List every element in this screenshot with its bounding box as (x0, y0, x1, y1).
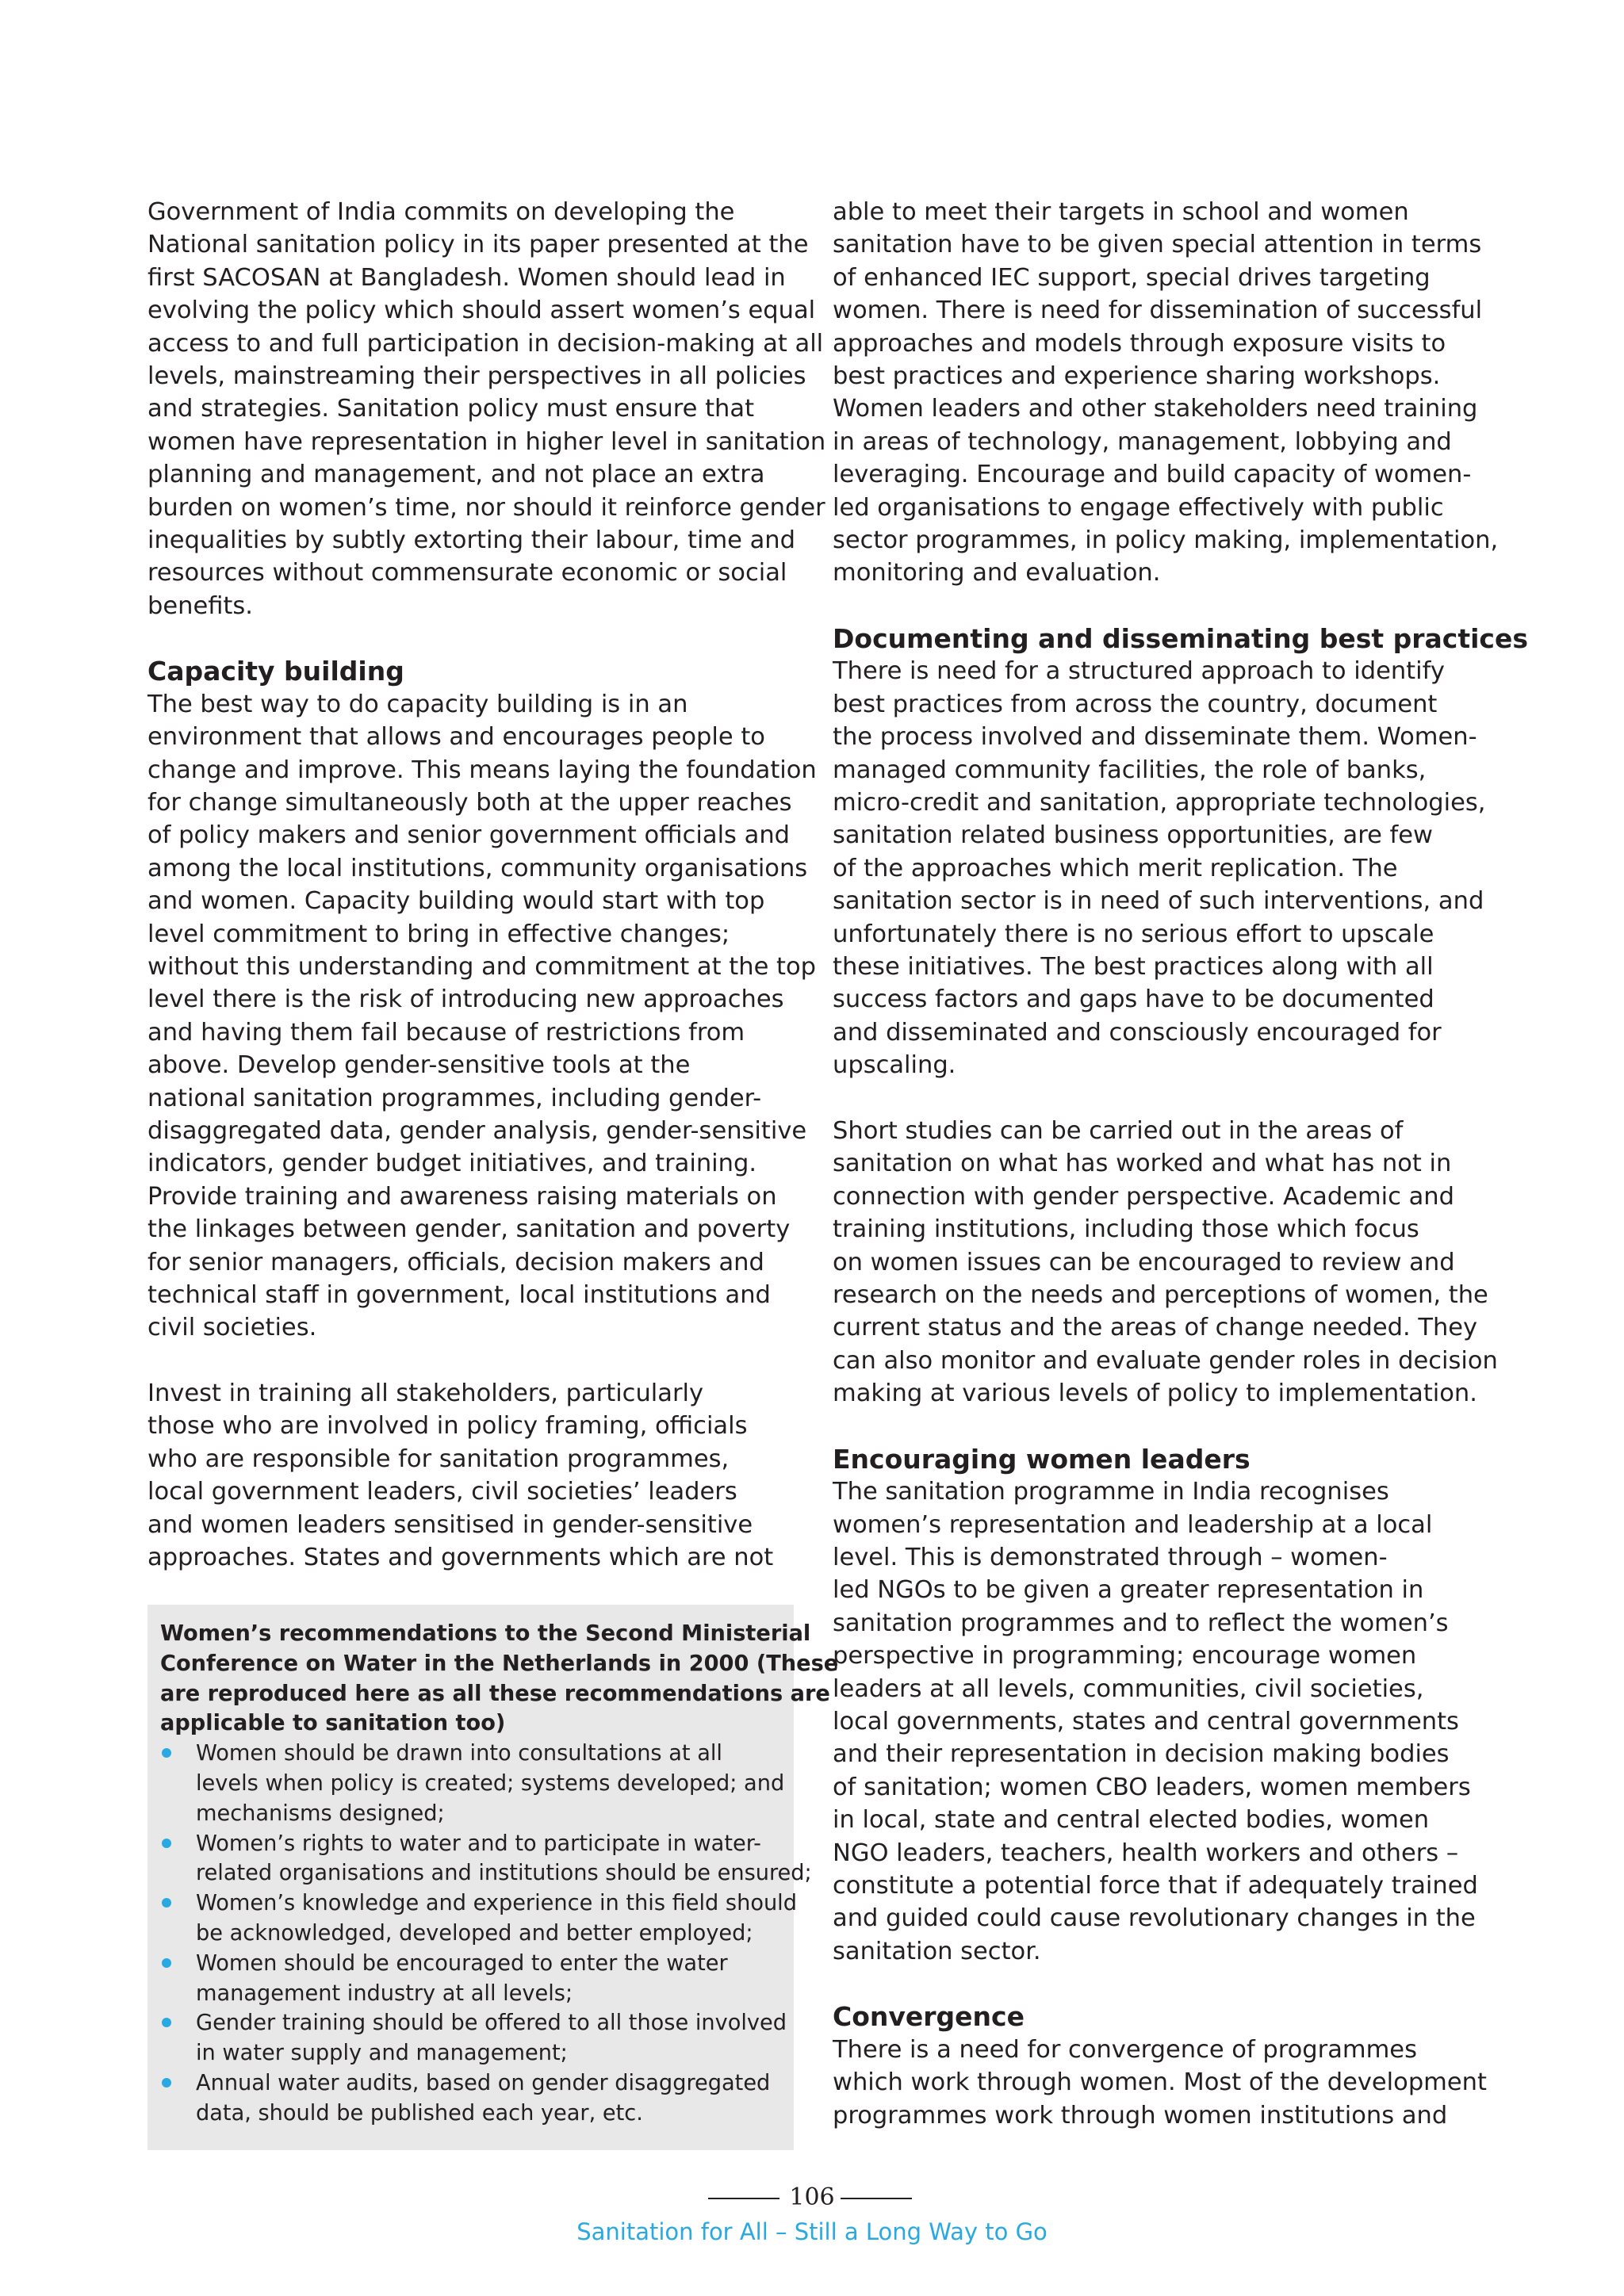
text-line: local government leaders, civil societies’ leaders (147, 1478, 737, 1506)
text-line: sanitation on what has worked and what has not in (833, 1150, 1452, 1178)
text-line: monitoring and evaluation. (833, 559, 1161, 587)
footer-rule-left (708, 2198, 779, 2199)
text-line: of the approaches which merit replication. The (833, 854, 1398, 882)
text-line: Invest in training all stakeholders, particularly (147, 1380, 704, 1408)
text-line: connection with gender perspective. Academic and (833, 1182, 1454, 1211)
text-line: best practices and experience sharing workshops. (833, 362, 1441, 390)
left-column (147, 196, 826, 1574)
text-line: national sanitation programmes, including gender- (147, 1084, 762, 1112)
convergence-heading: Convergence (833, 2001, 1025, 2033)
box-title (160, 1619, 839, 1739)
text-line: and women. Capacity building would start with top (147, 887, 765, 916)
box-title-line: are reproduced here as all these recommendations are (160, 1681, 830, 1706)
footer-rule-right (841, 2198, 912, 2199)
text-line: and having them fail because of restrictions from (147, 1018, 745, 1047)
text-line: women’s representation and leadership at a local (833, 1510, 1433, 1539)
text-line: of sanitation; women CBO leaders, women members (833, 1773, 1471, 1801)
intro-paragraph (147, 196, 826, 622)
bullet-icon (162, 1898, 171, 1908)
text-line: on women issues can be encouraged to review and (833, 1248, 1455, 1276)
text-line: unfortunately there is no serious effort to upscale (833, 920, 1434, 948)
list-item (160, 1888, 797, 1949)
text-line: for change simultaneously both at the upper reaches (147, 789, 792, 817)
text-line: Women leaders and other stakeholders need training (833, 395, 1478, 423)
list-item-line: Women’s knowledge and experience in this field should (196, 1891, 797, 1916)
text-line: sanitation sector is in need of such interventions, and (833, 887, 1484, 916)
text-line: access to and full participation in decision-making at all (147, 329, 824, 358)
text-line: approaches. States and governments which are not (147, 1544, 774, 1572)
paragraph-spacer (833, 1968, 1491, 2000)
list-item-line: Women should be drawn into consultations at all (196, 1741, 722, 1766)
text-line: in local, state and central elected bodies, women (833, 1806, 1430, 1835)
text-line: environment that allows and encourages people to (147, 723, 765, 752)
text-line: these initiatives. The best practices along with all (833, 952, 1434, 981)
paragraph-spacer (833, 1082, 1491, 1115)
text-line: the linkages between gender, sanitation and poverty (147, 1215, 791, 1244)
text-line: sanitation related business opportunities, are few (833, 821, 1433, 850)
text-line: research on the needs and perceptions of women, the (833, 1280, 1488, 1309)
text-line: sanitation programmes and to reflect the women’s (833, 1609, 1449, 1637)
text-line: benefits. (147, 591, 253, 620)
text-line: leaders at all levels, communities, civil societies, (833, 1674, 1424, 1703)
text-line: There is need for a structured approach to identify (833, 657, 1445, 686)
list-item (160, 1829, 812, 1889)
text-line: leveraging. Encourage and build capacity of women- (833, 461, 1472, 489)
text-line: and disseminated and consciously encouraged for (833, 1018, 1442, 1047)
text-line: burden on women’s time, nor should it reinforce gender (147, 493, 825, 522)
text-line: led organisations to engage effectively with public (833, 493, 1444, 522)
text-line: of enhanced IEC support, special drives targeting (833, 263, 1431, 292)
list-item-line: levels when policy is created; systems developed; and (196, 1770, 785, 1796)
bullet-icon (162, 1839, 171, 1848)
list-item-line: related organisations and institutions should be ensured; (196, 1861, 812, 1886)
list-item-line: be acknowledged, developed and better employed; (196, 1920, 753, 1946)
text-line: approaches and models through exposure visits to (833, 329, 1446, 358)
text-line: level there is the risk of introducing new approaches (147, 985, 784, 1014)
list-item-line: Gender training should be offered to all those involved (196, 2011, 787, 2036)
text-line: best practices from across the country, document (833, 690, 1438, 718)
right-column (833, 196, 1528, 2132)
text-line: among the local institutions, community organisations (147, 854, 808, 882)
text-line: sector programmes, in policy making, implementation, (833, 526, 1499, 554)
list-item-line: management industry at all levels; (196, 1980, 573, 2006)
text-line: those who are involved in policy framing, officials (147, 1412, 748, 1441)
text-line: local governments, states and central governments (833, 1707, 1459, 1735)
text-line: constitute a potential force that if adequately trained (833, 1871, 1478, 1900)
documenting-heading: Documenting and disseminating best practices (833, 623, 1528, 655)
page-number: 106 (789, 2183, 835, 2211)
bullet-icon (162, 2078, 171, 2087)
encouraging-heading: Encouraging women leaders (833, 1443, 1251, 1475)
text-line: planning and management, and not place an extra (147, 461, 765, 489)
text-line: The best way to do capacity building is in an (147, 690, 688, 718)
list-item-line: Women’s rights to water and to participate in water- (196, 1831, 761, 1856)
paragraph-spacer (147, 1345, 806, 1377)
text-line: training institutions, including those which focus (833, 1215, 1419, 1244)
text-line: change and improve. This means laying the foundation (147, 756, 817, 784)
list-item-line: Annual water audits, based on gender disaggregated (196, 2070, 771, 2095)
text-line: sanitation have to be given special attention in terms (833, 231, 1482, 259)
text-line: current status and the areas of change needed. They (833, 1314, 1478, 1342)
recommendations-list (160, 1739, 812, 2128)
text-line: Provide training and awareness raising materials on (147, 1182, 777, 1211)
list-item (160, 2008, 786, 2068)
text-line: and strategies. Sanitation policy must ensure that (147, 395, 755, 423)
list-item-line: data, should be published each year, etc. (196, 2100, 643, 2126)
running-footer-title: Sanitation for All – Still a Long Way to Go (576, 2218, 1048, 2245)
text-line: Government of India commits on developing the (147, 198, 735, 226)
paragraph-spacer (147, 622, 806, 655)
text-line: Short studies can be carried out in the areas of (833, 1116, 1404, 1145)
capacity-building-heading: Capacity building (147, 656, 404, 687)
text-line: There is a need for convergence of programmes (833, 2035, 1417, 2064)
text-line: technical staff in government, local institutions and (147, 1280, 771, 1309)
text-line: able to meet their targets in school and women (833, 198, 1409, 226)
recommendations-box (147, 1605, 839, 2150)
studies-paragraph (833, 1115, 1498, 1410)
text-line: who are responsible for sanitation programmes, (147, 1445, 730, 1473)
text-line: can also monitor and evaluate gender roles in decision (833, 1346, 1498, 1375)
text-line: NGO leaders, teachers, health workers and others – (833, 1839, 1459, 1867)
text-line: women have representation in higher level in sanitation (147, 427, 826, 456)
box-title-line: Conference on Water in the Netherlands in 2000 (These (160, 1651, 839, 1676)
text-line: upscaling. (833, 1051, 956, 1080)
text-line: perspective in programming; encourage women (833, 1642, 1417, 1670)
paragraph-spacer (833, 590, 1491, 622)
text-line: micro-credit and sanitation, appropriate technologies, (833, 789, 1486, 817)
text-line: which work through women. Most of the development (833, 2068, 1487, 2097)
text-line: the process involved and disseminate them. Women- (833, 723, 1477, 752)
list-item-line: in water supply and management; (196, 2041, 568, 2066)
text-line: inequalities by subtly extorting their labour, time and (147, 526, 795, 554)
text-line: National sanitation policy in its paper presented at the (147, 231, 809, 259)
text-line: programmes work through women institutions and (833, 2101, 1448, 2130)
list-item-line: mechanisms designed; (196, 1800, 445, 1826)
text-line: making at various levels of policy to implementation. (833, 1380, 1477, 1408)
text-line: and women leaders sensitised in gender-sensitive (147, 1510, 753, 1539)
text-line: indicators, gender budget initiatives, and training. (147, 1150, 757, 1178)
list-item-line: Women should be encouraged to enter the water (196, 1950, 728, 1976)
text-line: without this understanding and commitment at the top (147, 952, 817, 981)
text-line: success factors and gaps have to be documented (833, 985, 1434, 1014)
text-line: levels, mainstreaming their perspectives in all policies (147, 362, 806, 390)
text-line: led NGOs to be given a greater representation in (833, 1576, 1424, 1605)
text-line: resources without commensurate economic or social (147, 559, 787, 587)
text-line: civil societies. (147, 1314, 317, 1342)
text-line: evolving the policy which should assert women’s equal (147, 297, 816, 325)
text-line: of policy makers and senior government officials and (147, 821, 791, 850)
text-line: The sanitation programme in India recognises (833, 1478, 1389, 1506)
box-title-line: applicable to sanitation too) (160, 1711, 506, 1736)
bullet-icon (162, 1958, 171, 1968)
text-line: first SACOSAN at Bangladesh. Women should lead in (147, 263, 786, 292)
text-line: for senior managers, officials, decision makers and (147, 1248, 764, 1276)
text-line: sanitation sector. (833, 1937, 1041, 1965)
bullet-icon (162, 2018, 171, 2027)
text-line: in areas of technology, management, lobbying and (833, 427, 1452, 456)
text-line: and guided could cause revolutionary changes in the (833, 1904, 1476, 1933)
encouraging-paragraph (833, 1475, 1491, 1968)
list-item (160, 1739, 786, 1828)
text-line: above. Develop gender-sensitive tools at the (147, 1051, 691, 1080)
invest-paragraph (147, 1377, 806, 1574)
documenting-paragraph (833, 655, 1491, 1081)
text-line: and their representation in decision making bodies (833, 1740, 1450, 1769)
list-item (160, 2068, 786, 2129)
continuation-paragraph (833, 196, 1499, 590)
capacity-building-paragraph (147, 688, 817, 1345)
text-line: managed community facilities, the role of banks, (833, 756, 1427, 784)
box-title-line: Women’s recommendations to the Second Ministerial (160, 1621, 811, 1646)
text-line: level. This is demonstrated through – women- (833, 1544, 1388, 1572)
paragraph-spacer (833, 1410, 1491, 1442)
list-item (160, 1949, 786, 2009)
text-line: women. There is need for dissemination of successful (833, 297, 1483, 325)
text-line: level commitment to bring in effective changes; (147, 920, 730, 948)
bullet-icon (162, 1748, 171, 1758)
convergence-paragraph (833, 2034, 1491, 2132)
text-line: disaggregated data, gender analysis, gender-sensitive (147, 1116, 807, 1145)
